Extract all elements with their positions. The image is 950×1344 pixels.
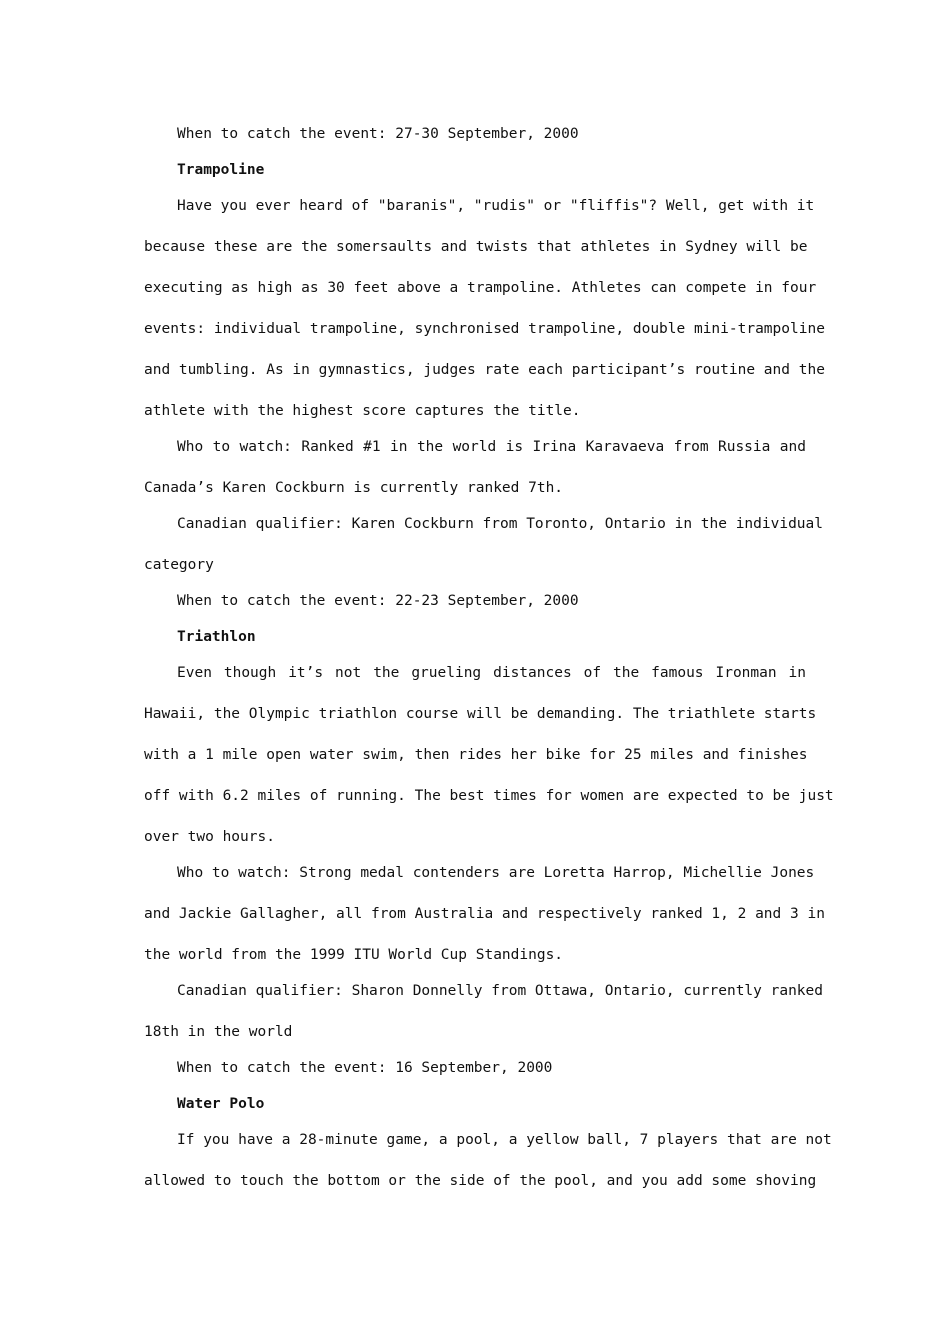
- paragraph-line: and Jackie Gallagher, all from Australia and respectively ranked 1, 2 and 3 in: [144, 906, 825, 922]
- paragraph-line: Who to watch: Ranked #1 in the world is Irina Karavaeva from Russia and: [177, 439, 806, 455]
- paragraph-line: 18th in the world: [144, 1024, 293, 1040]
- triathlon-event-date: When to catch the event: 16 September, 2000: [177, 1060, 553, 1076]
- trampoline-canadian-qualifier: [144, 514, 824, 575]
- paragraph-line: with a 1 mile open water swim, then rides her bike for 25 miles and finishes: [144, 747, 808, 763]
- trampoline-event-date: When to catch the event: 22-23 September, 2000: [177, 593, 579, 609]
- paragraph-line: If you have a 28-minute game, a pool, a yellow ball, 7 players that are not: [177, 1132, 832, 1148]
- paragraph-line: executing as high as 30 feet above a trampoline. Athletes can compete in four: [144, 280, 817, 296]
- paragraph-line: Canada’s Karen Cockburn is currently ranked 7th.: [144, 480, 564, 496]
- triathlon-who-to-watch: [144, 863, 825, 965]
- triathlon-description: [144, 663, 834, 847]
- paragraph-line: Canadian qualifier: Karen Cockburn from Toronto, Ontario in the individual: [177, 516, 824, 532]
- section-heading-water-polo: Water Polo: [177, 1096, 265, 1112]
- paragraph-line: and tumbling. As in gymnastics, judges rate each participant’s routine and the: [144, 362, 825, 378]
- paragraph-line: Have you ever heard of "baranis", "rudis" or "fliffis"? Well, get with it: [177, 198, 815, 214]
- previous-event-date: When to catch the event: 27-30 September, 2000: [177, 126, 579, 142]
- trampoline-description: [144, 196, 825, 421]
- paragraph-line: athlete with the highest score captures the title.: [144, 403, 581, 419]
- section-heading-triathlon: Triathlon: [177, 629, 256, 645]
- paragraph-line: Canadian qualifier: Sharon Donnelly from Ottawa, Ontario, currently ranked: [177, 983, 824, 999]
- paragraph-line: Hawaii, the Olympic triathlon course will be demanding. The triathlete starts: [144, 706, 817, 722]
- section-heading-trampoline: Trampoline: [177, 162, 265, 178]
- triathlon-canadian-qualifier: [144, 981, 824, 1042]
- paragraph-line: allowed to touch the bottom or the side of the pool, and you add some shoving: [144, 1173, 817, 1189]
- document-page: [144, 124, 834, 1207]
- water-polo-description: [144, 1130, 832, 1191]
- paragraph-line: because these are the somersaults and twists that athletes in Sydney will be: [144, 239, 808, 255]
- trampoline-who-to-watch: [144, 437, 806, 498]
- paragraph-line: off with 6.2 miles of running. The best times for women are expected to be just: [144, 788, 834, 804]
- paragraph-line: category: [144, 557, 214, 573]
- paragraph-line: the world from the 1999 ITU World Cup Standings.: [144, 947, 564, 963]
- paragraph-line: over two hours.: [144, 829, 275, 845]
- paragraph-line: Even though it’s not the grueling distances of the famous Ironman in: [177, 665, 806, 681]
- paragraph-line: events: individual trampoline, synchronised trampoline, double mini-trampoline: [144, 321, 825, 337]
- paragraph-line: Who to watch: Strong medal contenders are Loretta Harrop, Michellie Jones: [177, 865, 815, 881]
